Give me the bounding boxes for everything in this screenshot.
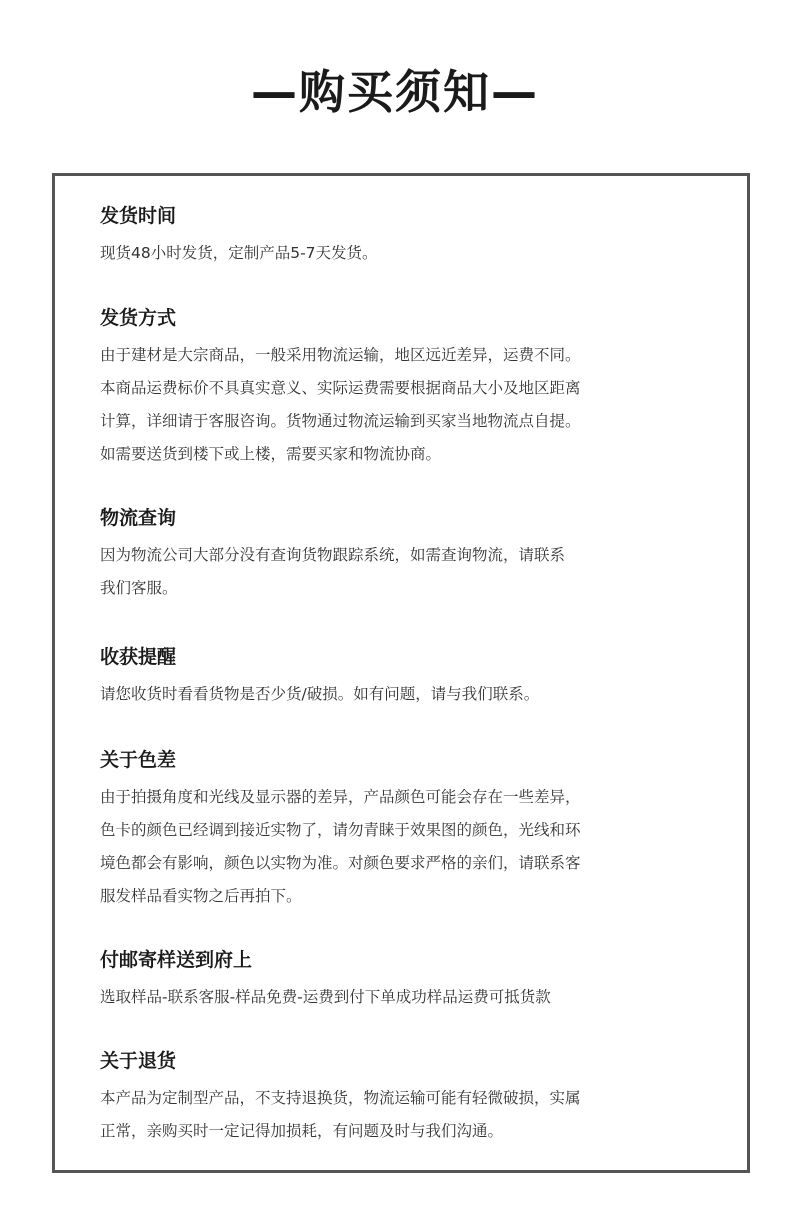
section-heading: 发货方式 xyxy=(100,307,177,329)
section-color-difference xyxy=(100,747,700,913)
section-heading: 发货时间 xyxy=(100,205,177,227)
section-body xyxy=(100,539,700,605)
section-body xyxy=(100,237,700,270)
section-body xyxy=(100,339,700,471)
section-body xyxy=(100,1082,700,1148)
body-line: 请您收货时看看货物是否少货/破损。如有问题，请与我们联系。 xyxy=(100,685,540,703)
body-line: 计算，详细请于客服咨询。货物通过物流运输到买家当地物流点自提。 xyxy=(100,412,581,430)
body-line: 选取样品-联系客服-样品免费-运费到付下单成功样品运费可抵货款 xyxy=(100,988,551,1006)
body-line: 本商品运费标价不具真实意义、实际运费需要根据商品大小及地区距离 xyxy=(100,379,581,397)
section-shipping-time xyxy=(100,203,700,270)
section-heading: 关于色差 xyxy=(100,749,177,771)
body-line: 我们客服。 xyxy=(100,579,178,597)
section-heading: 付邮寄样送到府上 xyxy=(100,949,253,971)
section-heading: 物流查询 xyxy=(100,507,177,529)
section-returns xyxy=(100,1048,700,1148)
body-line: 境色都会有影响，颜色以实物为准。对颜色要求严格的亲们，请联系客 xyxy=(100,854,581,872)
body-line: 正常，亲购买时一定记得加损耗，有问题及时与我们沟通。 xyxy=(100,1122,504,1140)
section-heading: 关于退货 xyxy=(100,1050,177,1072)
section-heading: 收获提醒 xyxy=(100,646,177,668)
section-body xyxy=(100,981,700,1014)
body-line: 由于拍摄角度和光线及显示器的差异，产品颜色可能会存在一些差异， xyxy=(100,788,581,806)
section-body xyxy=(100,781,700,913)
section-sample-delivery xyxy=(100,947,700,1014)
section-receipt-reminder xyxy=(100,644,700,711)
section-body xyxy=(100,678,700,711)
section-logistics-query xyxy=(100,505,700,605)
body-line: 现货48小时发货，定制产品5-7天发货。 xyxy=(100,244,378,262)
body-line: 本产品为定制型产品，不支持退换货，物流运输可能有轻微破损，实属 xyxy=(100,1089,581,1107)
section-shipping-method xyxy=(100,305,700,471)
body-line: 因为物流公司大部分没有查询货物跟踪系统，如需查询物流，请联系 xyxy=(100,546,566,564)
body-line: 由于建材是大宗商品，一般采用物流运输，地区远近差异，运费不同。 xyxy=(100,346,581,364)
purchase-notice-box xyxy=(52,173,750,1173)
page-title: —购买须知— xyxy=(251,65,539,119)
body-line: 服发样品看实物之后再拍下。 xyxy=(100,887,302,905)
body-line: 如需要送货到楼下或上楼，需要买家和物流协商。 xyxy=(100,445,442,463)
body-line: 色卡的颜色已经调到接近实物了，请勿青睐于效果图的颜色，光线和环 xyxy=(100,821,581,839)
